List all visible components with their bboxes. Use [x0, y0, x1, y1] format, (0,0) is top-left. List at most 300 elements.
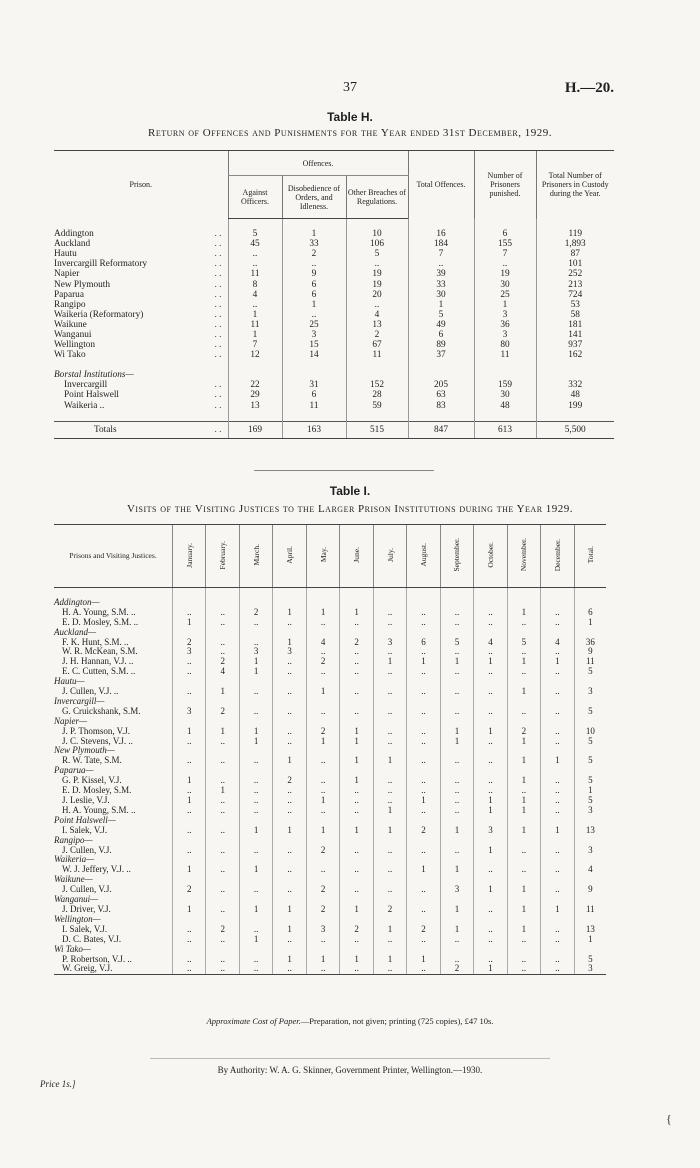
visit-count: 5 [574, 796, 606, 806]
visit-count: .. [474, 776, 507, 786]
table-cell: .. [346, 259, 408, 269]
visit-count: .. [273, 786, 306, 796]
justice-name: J. Cullen, V.J. [62, 884, 112, 895]
table-cell: 33 [282, 239, 346, 249]
table-cell: 15 [282, 340, 346, 350]
visit-count: .. [440, 707, 473, 717]
visit-count: 1 [173, 776, 206, 786]
visit-count: 4 [474, 638, 507, 648]
visit-count: .. [206, 865, 239, 875]
visit-count: 3 [373, 638, 406, 648]
table-row [54, 320, 614, 330]
visit-count: .. [206, 638, 239, 648]
visit-count: .. [306, 618, 339, 628]
visit-count: .. [206, 737, 239, 747]
justice-name: W. Greig, V.J. [54, 964, 173, 974]
prison-label: Napier [54, 269, 80, 280]
table-cell: 7 [228, 340, 282, 350]
visit-count: .. [173, 737, 206, 747]
visit-count: .. [474, 687, 507, 697]
header-disobedience: Disobedience of Orders, and Idleness. [282, 176, 346, 219]
visit-count: 1 [273, 955, 306, 965]
visit-count: 1 [507, 776, 540, 786]
visit-count: 2 [206, 657, 239, 667]
justice-row [54, 737, 606, 747]
prison-label: Addington [54, 229, 94, 240]
table-cell: .. [228, 259, 282, 269]
table-cell: 6 [282, 390, 346, 400]
visit-count: 1 [306, 955, 339, 965]
leader-dots: . . [214, 340, 222, 351]
table-cell: 63 [408, 390, 474, 400]
visit-count: 1 [373, 756, 406, 766]
visit-count: .. [206, 964, 239, 974]
prison-group-name: Invercargill— [54, 695, 105, 706]
table-cell: 14 [282, 350, 346, 360]
table-cell: 11 [228, 320, 282, 330]
leader-dots: . . [214, 380, 222, 391]
table-h-caption: Table H. [327, 110, 373, 124]
month-header [373, 525, 406, 588]
visit-count: .. [173, 964, 206, 974]
visit-count: .. [340, 707, 373, 717]
table-cell: .. [282, 259, 346, 269]
justice-name: F. K. Hunt, S.M. .. [62, 636, 129, 647]
table-cell: 7 [474, 249, 536, 259]
table-cell: .. [228, 300, 282, 310]
header-total-custody: Total Number of Prisoners in Custody during the Year. [536, 151, 614, 219]
prison-group-name: Wellington— [54, 913, 101, 924]
justice-name: I. Salek, V.J. [62, 824, 108, 835]
visit-count: .. [340, 865, 373, 875]
authority-line: By Authority: W. A. G. Skinner, Government Printer, Wellington.—1930. [217, 1065, 483, 1075]
visit-count: .. [507, 647, 540, 657]
visit-count: .. [239, 796, 272, 806]
prison-group-name: New Plymouth— [54, 745, 115, 756]
table-row [54, 330, 614, 340]
offences-table-body [54, 219, 614, 439]
visit-count: .. [373, 865, 406, 875]
visit-count: .. [306, 964, 339, 974]
table-cell: 5 [408, 310, 474, 320]
document-reference: H.—20. [564, 80, 614, 96]
visit-count: 1 [474, 806, 507, 816]
prison-group-name: Rangipo— [54, 834, 93, 845]
visit-count: .. [340, 846, 373, 856]
table-cell: 59 [346, 401, 408, 411]
visit-count: .. [440, 756, 473, 766]
visit-count: .. [173, 846, 206, 856]
visit-count: .. [373, 964, 406, 974]
table-cell: 3 [474, 330, 536, 340]
table-i-title: Visits of the Visiting Justices to the Larger Prison Institutions during the Year 1929. [126, 503, 574, 515]
visit-count: .. [239, 707, 272, 717]
visit-count: .. [541, 687, 574, 697]
prison-name [54, 300, 228, 310]
visit-count: 1 [239, 667, 272, 677]
prison-name [54, 350, 228, 360]
visit-count: .. [407, 964, 440, 974]
visit-count: .. [273, 657, 306, 667]
visit-count: 2 [273, 776, 306, 786]
table-cell: 5 [346, 249, 408, 259]
table-cell: 181 [536, 320, 614, 330]
borstal-heading: Borstal Institutions— [54, 370, 134, 381]
visit-count: 1 [541, 905, 574, 915]
table-cell: 12 [228, 350, 282, 360]
visit-count: .. [239, 846, 272, 856]
prison-group-name: Napier— [54, 715, 88, 726]
table-cell: .. [228, 249, 282, 259]
prison-label: Hautu [54, 249, 77, 260]
visit-count: .. [173, 756, 206, 766]
table-cell: 141 [536, 330, 614, 340]
visit-count: .. [340, 806, 373, 816]
table-cell: 1 [474, 300, 536, 310]
table-cell: 11 [228, 269, 282, 279]
visit-count: .. [306, 776, 339, 786]
header-prison: Prison. [54, 151, 228, 219]
prison-name [54, 390, 228, 400]
table-cell: 6 [282, 279, 346, 289]
visit-count: .. [373, 776, 406, 786]
visit-count: .. [507, 865, 540, 875]
visit-count: 3 [574, 964, 606, 974]
table-cell: 2 [346, 330, 408, 340]
justice-row [54, 846, 606, 856]
visit-count: 1 [474, 885, 507, 895]
visit-count: .. [541, 796, 574, 806]
table-cell: 19 [346, 269, 408, 279]
visit-count: 5 [574, 667, 606, 677]
visit-count: 1 [340, 727, 373, 737]
table-cell: 1 [228, 330, 282, 340]
visit-count: 1 [340, 905, 373, 915]
visit-count: .. [340, 935, 373, 945]
visit-count: 5 [440, 638, 473, 648]
visit-count: 1 [206, 786, 239, 796]
month-label: December. [552, 538, 562, 572]
prison-label: Totals [94, 424, 117, 435]
month-header [541, 525, 574, 588]
prison-group-name: Hautu— [54, 676, 85, 687]
visit-count: 1 [507, 657, 540, 667]
table-cell: 613 [474, 421, 536, 438]
leader-dots: . . [214, 279, 222, 290]
visit-count: 1 [574, 786, 606, 796]
visit-count: .. [507, 618, 540, 628]
visit-count: .. [206, 846, 239, 856]
visit-count: .. [474, 935, 507, 945]
table-cell: 847 [408, 421, 474, 438]
visit-count: .. [239, 925, 272, 935]
justice-name: J. Driver, V.J. [62, 903, 111, 914]
visit-count: .. [173, 935, 206, 945]
visit-count: .. [206, 756, 239, 766]
visit-count: 1 [273, 638, 306, 648]
visit-count: 1 [440, 727, 473, 737]
visit-count: .. [373, 846, 406, 856]
month-label: Total. [585, 546, 595, 564]
visit-count: 1 [574, 935, 606, 945]
visit-count: .. [340, 647, 373, 657]
prison-name [54, 421, 228, 438]
visit-count: .. [541, 964, 574, 974]
header-prisons-justices: Prisons and Visiting Justices. [54, 525, 173, 588]
justice-name: H. A. Young, S.M. .. [62, 804, 136, 815]
visit-count: .. [407, 618, 440, 628]
visit-count: .. [273, 964, 306, 974]
table-cell: 3 [474, 310, 536, 320]
visit-count: 1 [440, 905, 473, 915]
table-cell: 28 [346, 390, 408, 400]
visit-count: 1 [541, 657, 574, 667]
table-cell: 48 [474, 401, 536, 411]
visit-count: 13 [574, 826, 606, 836]
justice-name: W. R. McKean, S.M. [62, 646, 138, 657]
visit-count: 2 [173, 885, 206, 895]
leader-dots: . . [214, 390, 222, 401]
visit-count: 1 [541, 826, 574, 836]
table-cell: .. [282, 310, 346, 320]
visit-count: 1 [273, 826, 306, 836]
visit-count: 1 [440, 865, 473, 875]
leader-dots: . . [214, 259, 222, 270]
visit-count: .. [206, 608, 239, 618]
visit-count: 4 [574, 865, 606, 875]
visit-count: .. [206, 618, 239, 628]
table-cell: 1 [408, 300, 474, 310]
visit-count: 2 [239, 608, 272, 618]
table-cell: 58 [536, 310, 614, 320]
visit-count: .. [474, 608, 507, 618]
visit-count: 6 [574, 608, 606, 618]
prison-label: Point Halswell [64, 390, 120, 401]
table-row [54, 249, 614, 259]
prison-name [54, 380, 228, 390]
visit-count: 1 [507, 796, 540, 806]
spacer-row [54, 411, 614, 422]
prison-group-name: Waikeria— [54, 854, 95, 865]
justice-row [54, 667, 606, 677]
justice-name: R. W. Tate, S.M. [62, 755, 122, 766]
visit-count: 2 [173, 638, 206, 648]
visit-count: 6 [407, 638, 440, 648]
leader-dots: . . [214, 309, 222, 320]
justice-row [54, 756, 606, 766]
visit-count: .. [306, 707, 339, 717]
visit-count: .. [407, 885, 440, 895]
visit-count: 1 [239, 865, 272, 875]
visit-count: 11 [574, 657, 606, 667]
visit-count: .. [306, 806, 339, 816]
visit-count: 1 [239, 727, 272, 737]
header-prisoners-punished: Number of Prisoners punished. [474, 151, 536, 219]
table-row [54, 390, 614, 400]
visit-count: 3 [306, 925, 339, 935]
visit-count: .. [507, 667, 540, 677]
visit-count: .. [440, 796, 473, 806]
prison-label: Auckland [54, 239, 91, 250]
prison-name [54, 279, 228, 289]
justice-name: J. Leslie, V.J. [62, 795, 110, 806]
visit-count: 5 [574, 707, 606, 717]
month-header [173, 525, 206, 588]
prison-label: Wellington [54, 340, 96, 351]
justice-name: E. C. Cutten, S.M. .. [62, 666, 136, 677]
table-cell: 36 [474, 320, 536, 330]
cost-label: Approximate Cost of Paper. [206, 1016, 301, 1026]
prison-group-name: Wanganui— [54, 894, 99, 905]
visit-count: 9 [574, 647, 606, 657]
visit-count: .. [541, 647, 574, 657]
visit-count: .. [373, 935, 406, 945]
prison-name [54, 340, 228, 350]
table-cell: 213 [536, 279, 614, 289]
visit-count: .. [306, 865, 339, 875]
table-cell: 39 [408, 269, 474, 279]
visit-count: .. [373, 707, 406, 717]
visit-count: 1 [306, 687, 339, 697]
table-cell: 7 [408, 249, 474, 259]
justice-name: G. P. Kissel, V.J. [62, 775, 122, 786]
leader-dots: . . [214, 289, 222, 300]
section-divider [254, 470, 434, 471]
table-cell: 87 [536, 249, 614, 259]
visit-count: .. [206, 955, 239, 965]
table-cell: 3 [282, 330, 346, 340]
table-cell: 83 [408, 401, 474, 411]
justice-name: E. D. Mosley, S.M. .. [62, 616, 139, 627]
month-label: November. [519, 538, 529, 572]
visit-count: 3 [574, 806, 606, 816]
visit-count: .. [340, 687, 373, 697]
justice-name: G. Cruickshank, S.M. [62, 705, 141, 716]
visit-count: .. [407, 846, 440, 856]
visit-count: 2 [407, 925, 440, 935]
visit-count: .. [474, 955, 507, 965]
justice-name: I. Salek, V.J. [62, 923, 108, 934]
visit-count: .. [507, 846, 540, 856]
visit-count: .. [206, 796, 239, 806]
visit-count: 2 [306, 657, 339, 667]
visit-count: .. [474, 647, 507, 657]
month-header [440, 525, 473, 588]
visit-count: 2 [306, 885, 339, 895]
visit-count: 1 [507, 737, 540, 747]
visit-count: .. [440, 776, 473, 786]
leader-dots: . . [214, 239, 222, 250]
prison-group-name: Point Halswell— [54, 814, 116, 825]
table-cell: 11 [346, 350, 408, 360]
table-cell: 163 [282, 421, 346, 438]
visit-count: 1 [273, 756, 306, 766]
visit-count: 1 [474, 796, 507, 806]
visit-count: 4 [541, 638, 574, 648]
visit-count: 3 [574, 687, 606, 697]
visit-count: 1 [474, 964, 507, 974]
prison-label: Waikeria .. [64, 400, 105, 411]
visit-count: 1 [474, 727, 507, 737]
visit-count: .. [407, 806, 440, 816]
table-cell: .. [346, 300, 408, 310]
month-header [507, 525, 540, 588]
visit-count: .. [474, 865, 507, 875]
visit-count: .. [440, 846, 473, 856]
prison-label: Paparua [54, 289, 84, 300]
visit-count: .. [373, 786, 406, 796]
justice-name: J. P. Thomson, V.J. [62, 725, 131, 736]
visit-count: 1 [407, 955, 440, 965]
visit-count: .. [541, 776, 574, 786]
visit-count: 3 [474, 826, 507, 836]
visit-count: .. [173, 687, 206, 697]
visit-count: 1 [507, 905, 540, 915]
table-cell: 199 [536, 401, 614, 411]
visit-count: .. [173, 925, 206, 935]
visit-count: 5 [507, 638, 540, 648]
visit-count: 1 [440, 657, 473, 667]
header-other-breaches: Other Breaches of Regulations. [346, 176, 408, 219]
visit-count: .. [474, 925, 507, 935]
table-cell: 48 [536, 390, 614, 400]
visit-count: .. [206, 826, 239, 836]
visit-count: .. [474, 618, 507, 628]
visit-count: .. [541, 707, 574, 717]
visit-count: .. [407, 727, 440, 737]
visit-count: .. [239, 756, 272, 766]
visit-count: 1 [173, 727, 206, 737]
visit-count: .. [440, 667, 473, 677]
visit-count: 1 [507, 608, 540, 618]
visit-count: 1 [440, 925, 473, 935]
header-total-offences: Total Offences. [408, 151, 474, 219]
justice-name: H. A. Young, S.M. .. [62, 606, 136, 617]
table-cell: 8 [228, 279, 282, 289]
visit-count: 5 [574, 756, 606, 766]
visit-count: .. [440, 608, 473, 618]
table-cell: 16 [408, 229, 474, 239]
visit-count: 3 [273, 647, 306, 657]
prison-label: New Plymouth [54, 279, 111, 290]
justice-row [54, 865, 606, 875]
visit-count: .. [239, 687, 272, 697]
visit-count: 1 [507, 806, 540, 816]
visit-count: .. [407, 608, 440, 618]
visit-count: 1 [273, 608, 306, 618]
justice-row [54, 806, 606, 816]
header-offences: Offences. [228, 151, 408, 176]
visit-count: 1 [407, 796, 440, 806]
visit-count: 5 [574, 737, 606, 747]
table-row [54, 350, 614, 360]
visit-count: .. [206, 885, 239, 895]
table-cell: 53 [536, 300, 614, 310]
table-row [54, 300, 614, 310]
visit-count: 1 [306, 796, 339, 806]
table-cell: 13 [346, 320, 408, 330]
prison-label: Wanganui [54, 329, 92, 340]
visit-count: 1 [340, 608, 373, 618]
table-cell: 19 [474, 269, 536, 279]
table-cell: 205 [408, 380, 474, 390]
visit-count: .. [474, 667, 507, 677]
visit-count: 2 [306, 727, 339, 737]
visit-count: .. [373, 618, 406, 628]
visit-count: 1 [474, 657, 507, 667]
visit-count: .. [206, 806, 239, 816]
table-cell: 5,500 [536, 421, 614, 438]
